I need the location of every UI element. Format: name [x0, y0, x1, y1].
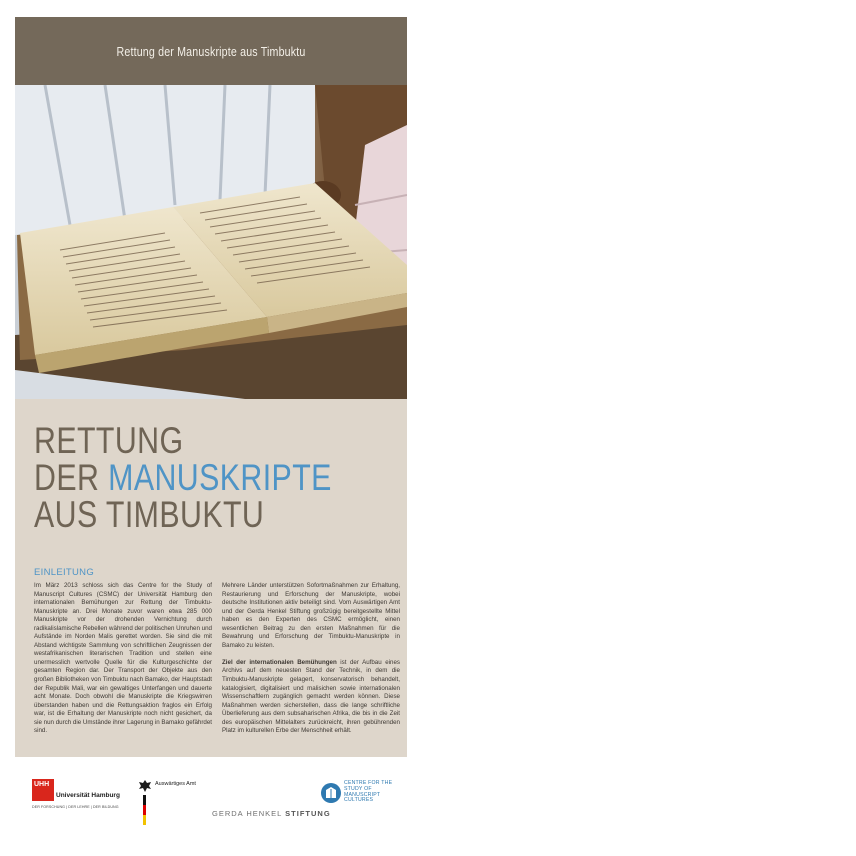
header-bar	[15, 17, 407, 85]
uhh-name: Universität Hamburg	[56, 792, 120, 799]
header-bar-title: Rettung der Manuskripte aus Timbuktu	[116, 44, 306, 59]
csmc-line-3: MANUSCRIPT	[344, 791, 381, 798]
manuscript-photo	[15, 85, 407, 399]
german-flag-bar	[143, 795, 146, 825]
headline-line-1: RETTUNG	[34, 420, 184, 461]
uhh-mark-text: UHH	[34, 781, 50, 788]
csmc-line-2: STUDY OF	[344, 785, 372, 792]
section-heading: EINLEITUNG	[34, 567, 95, 578]
goal-paragraph-lead: Ziel der internationalen Bemühungen	[222, 658, 337, 666]
gh-suffix: STIFTUNG	[285, 809, 331, 818]
poster	[15, 17, 407, 838]
headline-line-2	[34, 459, 332, 496]
eagle-icon	[138, 779, 152, 793]
uhh-claim: DER FORSCHUNG | DER LEHRE | DER BILDUNG	[32, 805, 119, 809]
goal-paragraph-text: ist der Aufbau eines Archivs auf dem neuesten Stand der Technik, in dem die Timbuktu-Manuskripte gelagert, konservatorisch behandelt, katalogisiert, digitalisiert und malisichen sowie internationalen Wissenschaftlern zugänglich gemacht werden können. Diese Maßnahmen werden sicherstellen, dass die lange schriftliche Überlieferung aus dem subsaharischen Afrika, die bis in die Zeit des europäischen Mittelalters zurückreicht, ihren gebührenden Platz im kulturellen Erbe der Menschheit erhält.	[222, 658, 400, 735]
auswaertiges-amt-name: Auswärtiges Amt	[155, 781, 196, 787]
headline	[34, 422, 332, 533]
uhh-mark	[32, 779, 54, 801]
body-column-right	[222, 582, 400, 744]
headline-line-3: AUS TIMBUKTU	[34, 494, 265, 535]
headline-line-2-prefix: DER	[34, 457, 109, 498]
csmc-line-1: CENTRE FOR THE	[344, 780, 393, 786]
csmc-emblem-icon	[320, 782, 342, 804]
support-paragraph: Mehrere Länder unterstützen Sofortmaßnahmen zur Erhaltung, Restaurierung und Erforschung der Manuskripte, wobei deutsche Institutionen aktiv beteiligt sind. Vom Auswärtigen Amt und der Gerda Henkel Stiftung großzügig bereitgestellte Mittel haben es den Experten des CSMC ermöglicht, einen wesentlichen Beitrag zu den ersten Maßnahmen für die Bewahrung und Erforschung der Timbuktu-Manuskripte in Bamako zu leisten.	[222, 582, 400, 649]
csmc-line-4: CULTURES	[344, 797, 374, 804]
gerda-henkel-stiftung-logo	[212, 809, 331, 818]
logo-footer	[15, 757, 407, 838]
intro-paragraph: Im März 2013 schloss sich das Centre for the Study of Manuscript Cultures (CSMC) der Universität Hamburg den internationalen Bemühungen zur Rettung der Timbuktu-Manuskripte an. Drei Monate zuvor waren etwa 285 000 Manuskripte vor der drohenden Vernichtung durch radikalislamische Rebellen während der politischen Unruhen und Aufstände im Norden Malis gerettet worden. Sie sind die mit Abstand wichtigste Sammlung von schriftlichen Zeugnissen der westafrikanischen literarischen Tradition und stellen eine unermesslich wertvolle Quelle für die Kulturgeschichte der gesamten Region dar. Der Transport der Objekte aus den großen Bibliotheken von Timbuktu nach Bamako, der Hauptstadt der Republik Mali, war ein gewaltiges Unterfangen und dauerte acht Monate. Doch obwohl die Manuskripte die Kriegswirren überstanden haben und die Rettungsaktion fraglos ein Erfolg war, ist die Erhaltung der Manuskripte noch nicht gesichert, da sie nun durch die Umstände ihrer Lagerung in Bamako gefährdet sind.	[34, 582, 212, 735]
manuscript-photo-illustration	[15, 85, 407, 399]
headline-accent-word: MANUSKRIPTE	[108, 457, 332, 498]
goal-paragraph	[222, 659, 400, 736]
body-column-left	[34, 582, 212, 744]
csmc-name	[344, 781, 392, 804]
gh-prefix: GERDA HENKEL	[212, 809, 286, 818]
